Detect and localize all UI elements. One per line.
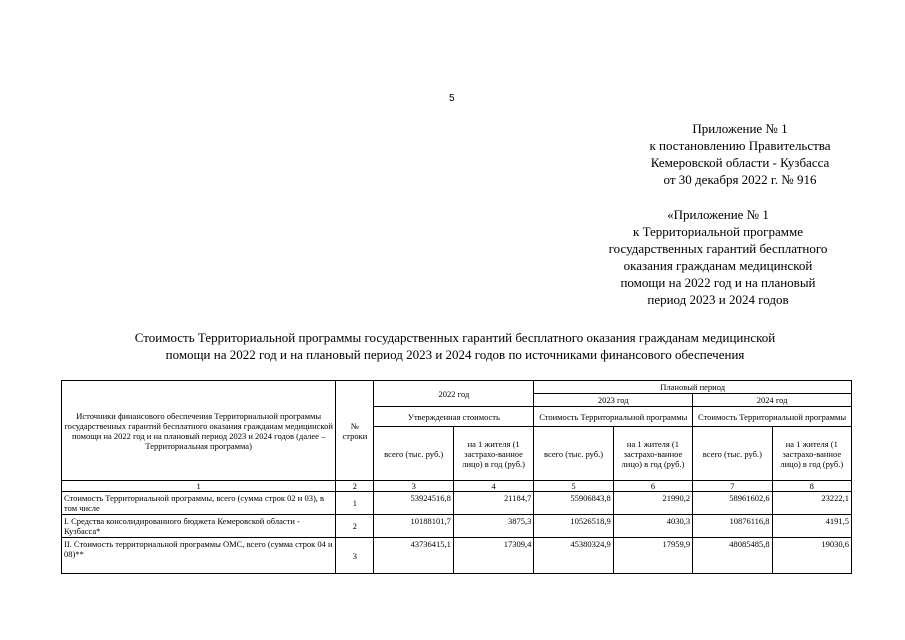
column-number: 2 (336, 481, 374, 492)
cell-total-2023: 45380324,9 (534, 538, 613, 574)
header-year-2022: 2022 год (374, 381, 534, 407)
document-title (60, 329, 850, 363)
appendix-resolution-line: Кемеровской области - Кузбасса (650, 155, 830, 170)
cell-per-capita-2023: 4030,3 (613, 515, 692, 538)
header-cost-2024: Стоимость Территориальной программы (693, 407, 852, 427)
row-number: 2 (336, 515, 374, 538)
header-year-2023: 2023 год (534, 394, 693, 407)
header-year-2024: 2024 год (693, 394, 852, 407)
row-source: II. Стоимость территориальной программы ОМС, всего (сумма строк 04 и 08)** (62, 538, 336, 574)
table-row (62, 538, 852, 574)
row-number: 1 (336, 492, 374, 515)
appendix-resolution-line: Приложение № 1 (692, 121, 788, 136)
header-planned-period: Плановый период (534, 381, 852, 394)
header-total: всего (тыс. руб.) (534, 427, 613, 481)
header-per-capita: на 1 жителя (1 застрахо-ванное лицо) в год (руб.) (453, 427, 533, 481)
cell-per-capita-2024: 4191,5 (772, 515, 851, 538)
appendix-program-line: помощи на 2022 год и на плановый (620, 275, 816, 290)
column-number: 4 (453, 481, 533, 492)
cell-total-2022: 10188101,7 (374, 515, 453, 538)
cell-total-2024: 58961602,6 (693, 492, 772, 515)
row-source: I. Средства консолидированного бюджета Кемеровской области - Кузбасса* (62, 515, 336, 538)
table-row (62, 515, 852, 538)
header-per-capita: на 1 жителя (1 застрахо-ванное лицо) в год (руб.) (613, 427, 692, 481)
appendix-resolution-block (610, 120, 870, 188)
cell-total-2024: 10876116,8 (693, 515, 772, 538)
page-number: 5 (449, 93, 455, 104)
appendix-resolution-line: от 30 декабря 2022 г. № 916 (663, 172, 817, 187)
column-number: 1 (62, 481, 336, 492)
header-row-number: № строки (336, 381, 374, 481)
cell-per-capita-2023: 17959,9 (613, 538, 692, 574)
cell-per-capita-2022: 17309,4 (453, 538, 533, 574)
appendix-program-line: «Приложение № 1 (667, 207, 769, 222)
cell-per-capita-2022: 3875,3 (453, 515, 533, 538)
column-number: 6 (613, 481, 692, 492)
cell-total-2022: 43736415,1 (374, 538, 453, 574)
appendix-program-line: оказания гражданам медицинской (623, 258, 813, 273)
cost-table (61, 380, 852, 574)
header-approved-cost: Утвержденная стоимость (374, 407, 534, 427)
cell-total-2024: 48085485,8 (693, 538, 772, 574)
cell-per-capita-2023: 21990,2 (613, 492, 692, 515)
column-number-row (62, 481, 852, 492)
header-cost-2023: Стоимость Территориальной программы (534, 407, 693, 427)
cell-per-capita-2024: 19030,6 (772, 538, 851, 574)
header-total: всего (тыс. руб.) (693, 427, 772, 481)
column-number: 3 (374, 481, 453, 492)
document-title-line: Стоимость Территориальной программы государственных гарантий бесплатного оказания гражданам медицинской (134, 330, 776, 345)
appendix-program-line: период 2023 и 2024 годов (647, 292, 789, 307)
cell-per-capita-2024: 23222,1 (772, 492, 851, 515)
table-row (62, 492, 852, 515)
column-number: 5 (534, 481, 613, 492)
cell-total-2022: 53924516,8 (374, 492, 453, 515)
appendix-program-line: к Территориальной программе (633, 224, 803, 239)
column-number: 7 (693, 481, 772, 492)
header-sources: Источники финансового обеспечения Территориальной программы государственных гарантий бесплатного оказания гражданам медицинской помощи на 2022 год и на плановый период 2023 и 2024 годов (далее – Территориальная программа) (62, 381, 336, 481)
row-source: Стоимость Территориальной программы, всего (сумма строк 02 и 03), в том числе (62, 492, 336, 515)
cell-per-capita-2022: 21184,7 (453, 492, 533, 515)
appendix-program-line: государственных гарантий бесплатного (608, 241, 828, 256)
column-number: 8 (772, 481, 851, 492)
cell-total-2023: 55906843,8 (534, 492, 613, 515)
appendix-resolution-line: к постановлению Правительства (649, 138, 831, 153)
row-number: 3 (336, 538, 374, 574)
header-total: всего (тыс. руб.) (374, 427, 453, 481)
cell-total-2023: 10526518,9 (534, 515, 613, 538)
appendix-program-block (568, 206, 868, 308)
document-title-line: помощи на 2022 год и на плановый период 2023 и 2024 годов по источниками финансового обеспечения (165, 347, 745, 362)
header-per-capita: на 1 жителя (1 застрахо-ванное лицо) в год (руб.) (772, 427, 851, 481)
